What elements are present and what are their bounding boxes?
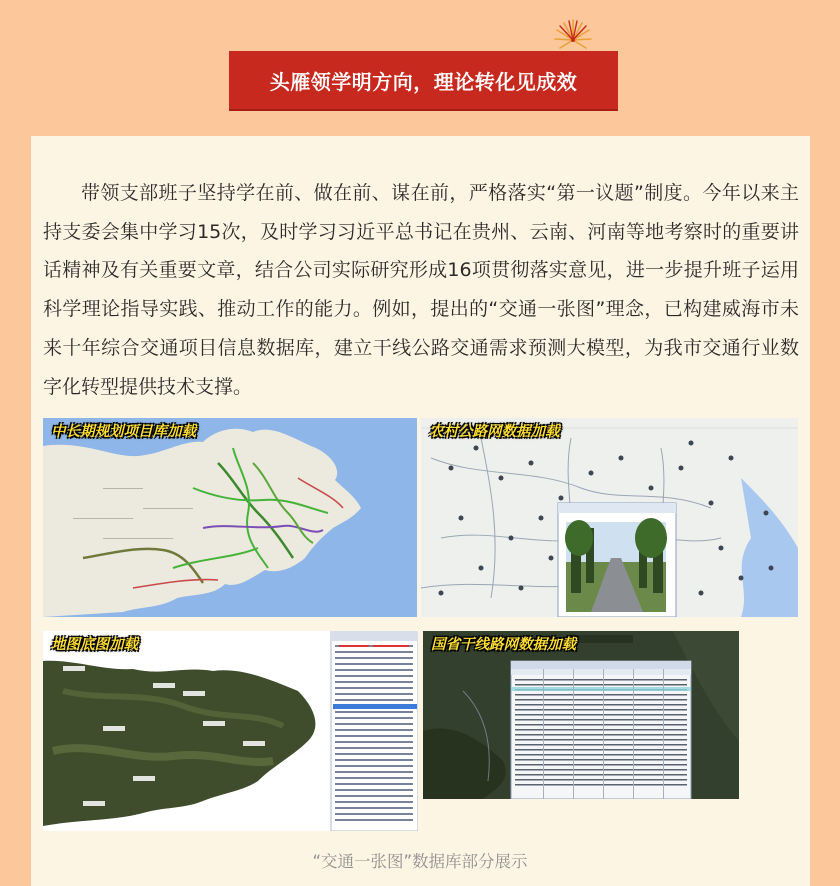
section-title: 头雁领学明方向，理论转化见成效 bbox=[269, 69, 578, 94]
figure-label-3: 地图底图加载 bbox=[51, 637, 138, 653]
planning-map-image bbox=[43, 418, 417, 617]
figure-caption: “交通一张图”数据库部分展示 bbox=[312, 852, 528, 871]
figure-label-4: 国省干线路网数据加载 bbox=[431, 637, 576, 653]
article-paragraph: 带领支部班子坚持学在前、做在前、谋在前，严格落实“第一议题”制度。今年以来主持支委会集中学习15次，及时学习习近平总书记在贵州、云南、河南等地考察时的重要讲话精神及有关重要文章，结合公司实际研究形成16项贯彻落实意见，进一步提升班子运用科学理论指导实践、推动工作的能力。例如，提出的“交通一张图”理念，已构建威海市未来十年综合交通项目信息数据库，建立干线公路交通需求预测大模型，为我市交通行业数字化转型提供技术支撑。 bbox=[43, 182, 799, 398]
rural-road-network-image bbox=[421, 418, 798, 617]
firework-decoration-icon bbox=[552, 14, 594, 54]
trunk-road-data-image bbox=[423, 631, 739, 799]
section-title-banner bbox=[229, 51, 618, 109]
satellite-basemap-image bbox=[43, 631, 418, 831]
figure-label-1: 中长期规划项目库加载 bbox=[51, 424, 196, 440]
figure-label-2: 农村公路网数据加载 bbox=[429, 424, 560, 440]
